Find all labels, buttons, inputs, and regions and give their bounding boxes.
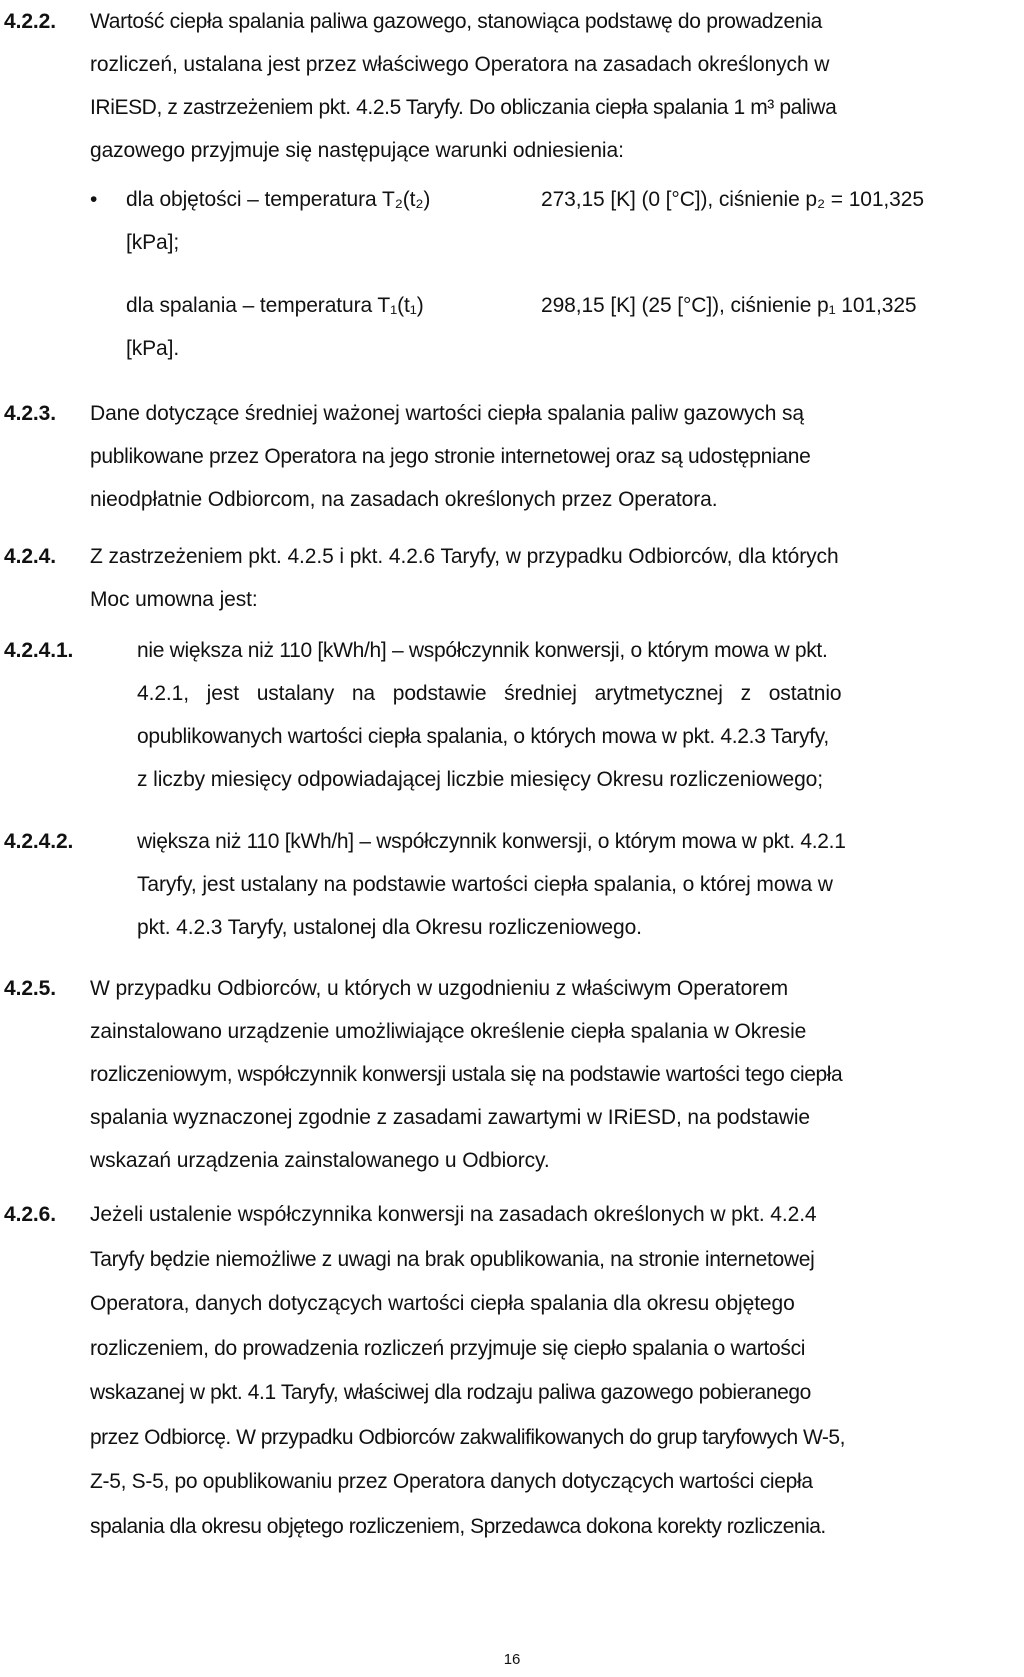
- text-line: rozliczeniem, do prowadzenia rozliczeń przyjmuje się ciepło spalania o wartości: [90, 1336, 806, 1360]
- section-text: [137, 820, 1006, 949]
- text-line: gazowego przyjmuje się następujące warunki odniesienia:: [90, 139, 624, 162]
- section-number: 4.2.2.: [4, 10, 56, 33]
- section-text: [90, 967, 1006, 1182]
- section-text: [90, 535, 1006, 621]
- section-text: [90, 0, 1006, 172]
- section-text: [90, 392, 1006, 521]
- text-line: nie większa niż 110 [kWh/h] – współczynnik konwersji, o którym mowa w pkt.: [137, 639, 828, 662]
- text-line: Wartość ciepła spalania paliwa gazowego, stanowiąca podstawę do prowadzenia: [90, 10, 823, 33]
- section-number: 4.2.4.1.: [4, 639, 74, 662]
- text-line: Operatora, danych dotyczących wartości ciepła spalania dla okresu objętego: [90, 1292, 795, 1315]
- text-line: Z-5, S-5, po opublikowaniu przez Operatora danych dotyczących wartości ciepła: [90, 1470, 813, 1493]
- bullet-label: dla spalania – temperatura T₁(t₁): [126, 294, 424, 317]
- text-line: W przypadku Odbiorców, u których w uzgodnieniu z właściwym Operatorem: [90, 977, 789, 1000]
- page-number: 16: [503, 1651, 521, 1668]
- text-line: Taryfy będzie niemożliwe z uwagi na brak opublikowania, na stronie internetowej: [90, 1247, 815, 1271]
- section-number: 4.2.4.: [4, 545, 56, 568]
- section-text: [90, 1193, 1006, 1549]
- section-number: 4.2.4.2.: [4, 830, 74, 853]
- text-line: większa niż 110 [kWh/h] – współczynnik konwersji, o którym mowa w pkt. 4.2.1: [137, 830, 846, 853]
- bullet-value: 298,15 [K] (25 [°C]), ciśnienie p₁ 101,325: [541, 294, 917, 317]
- text-line: Taryfy, jest ustalany na podstawie wartości ciepła spalania, o której mowa w: [137, 873, 833, 896]
- text-line: publikowane przez Operatora na jego stronie internetowej oraz są udostępniane: [90, 445, 811, 468]
- text-line: spalania wyznaczonej zgodnie z zasadami zawartymi w IRiESD, na podstawie: [90, 1106, 810, 1129]
- bullet-icon: •: [90, 188, 98, 211]
- bullet-continuation: [kPa];: [126, 231, 180, 254]
- text-line: Dane dotyczące średniej ważonej wartości ciepła spalania paliw gazowych są: [90, 402, 804, 425]
- text-line: rozliczeniowym, współczynnik konwersji ustala się na podstawie wartości tego ciepła: [90, 1063, 843, 1086]
- bullet-label: dla objętości – temperatura T₂(t₂): [126, 188, 431, 211]
- section-number: 4.2.5.: [4, 977, 56, 1000]
- text-line: wskazań urządzenia zainstalowanego u Odbiorcy.: [90, 1149, 550, 1172]
- text-line: przez Odbiorcę. W przypadku Odbiorców zakwalifikowanych do grup taryfowych W-5,: [90, 1425, 845, 1449]
- section-number: 4.2.6.: [4, 1203, 56, 1226]
- text-line: z liczby miesięcy odpowiadającej liczbie miesięcy Okresu rozliczeniowego;: [137, 768, 823, 791]
- text-line: 4.2.1, jest ustalany na podstawie średniej arytmetycznej z ostatnio: [137, 682, 842, 705]
- text-line: zainstalowano urządzenie umożliwiające określenie ciepła spalania w Okresie: [90, 1020, 807, 1043]
- bullet-continuation: [kPa].: [126, 337, 180, 360]
- text-line: spalania dla okresu objętego rozliczeniem, Sprzedawca dokona korekty rozliczenia.: [90, 1514, 826, 1538]
- text-line: IRiESD, z zastrzeżeniem pkt. 4.2.5 Taryfy. Do obliczania ciepła spalania 1 m³ paliwa: [90, 96, 837, 119]
- text-line: rozliczeń, ustalana jest przez właściwego Operatora na zasadach określonych w: [90, 53, 830, 76]
- text-line: nieodpłatnie Odbiorcom, na zasadach określonych przez Operatora.: [90, 488, 718, 511]
- text-line: wskazanej w pkt. 4.1 Taryfy, właściwej dla rodzaju paliwa gazowego pobieranego: [90, 1381, 811, 1404]
- text-line: pkt. 4.2.3 Taryfy, ustalonej dla Okresu rozliczeniowego.: [137, 916, 642, 939]
- text-line: opublikowanych wartości ciepła spalania, o których mowa w pkt. 4.2.3 Taryfy,: [137, 725, 829, 748]
- section-number: 4.2.3.: [4, 402, 56, 425]
- text-line: Moc umowna jest:: [90, 588, 258, 611]
- text-line: Z zastrzeżeniem pkt. 4.2.5 i pkt. 4.2.6 Taryfy, w przypadku Odbiorców, dla których: [90, 545, 839, 568]
- section-text: [137, 629, 1006, 801]
- text-line: Jeżeli ustalenie współczynnika konwersji na zasadach określonych w pkt. 4.2.4: [90, 1203, 817, 1226]
- bullet-value: 273,15 [K] (0 [°C]), ciśnienie p₂ = 101,325: [541, 188, 924, 211]
